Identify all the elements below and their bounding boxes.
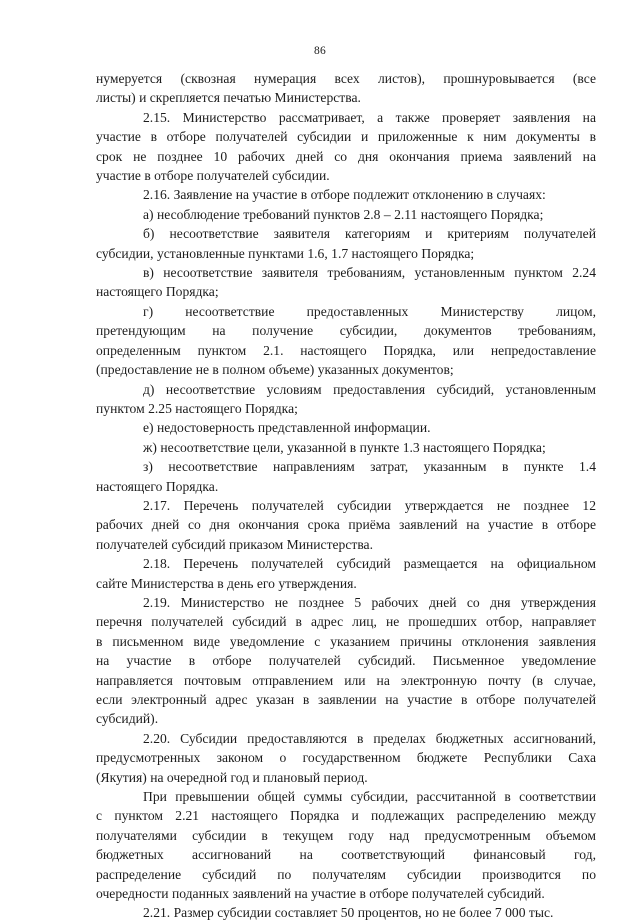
paragraph bbox=[96, 496, 596, 554]
text-line: настоящего Порядка. bbox=[96, 478, 219, 494]
text-line: пунктом 2.25 настоящего Порядка; bbox=[96, 400, 298, 416]
text-line: е) недостоверность представленной информации. bbox=[143, 420, 431, 436]
text-line: При превышении общей суммы субсидии, рассчитанной в соответствии bbox=[143, 789, 596, 805]
paragraph bbox=[96, 418, 596, 437]
paragraph bbox=[96, 380, 596, 419]
text-line: претендующим на получение субсидии, документов требованиям, bbox=[96, 323, 596, 339]
text-line: листы) и скрепляется печатью Министерства. bbox=[96, 90, 361, 106]
text-line: получателей субсидий приказом Министерства. bbox=[96, 536, 373, 552]
text-line: 2.19. Министерство не позднее 5 рабочих дней со дня утверждения bbox=[143, 594, 596, 610]
text-line: срок не позднее 10 рабочих дней со дня окончания приема заявлений на bbox=[96, 148, 596, 164]
paragraph bbox=[96, 69, 596, 108]
text-line: субсидии, установленные пунктами 1.6, 1.7 настоящего Порядка; bbox=[96, 245, 475, 261]
text-line: сайте Министерства в день его утверждения. bbox=[96, 575, 357, 591]
text-line: в) несоответствие заявителя требованиям, установленным пунктом 2.24 bbox=[143, 265, 596, 281]
text-line: 2.18. Перечень получателей субсидий размещается на официальном bbox=[143, 556, 596, 572]
text-line: а) несоблюдение требований пунктов 2.8 – 2.11 настоящего Порядка; bbox=[143, 206, 544, 222]
text-line: д) несоответствие условиям предоставления субсидий, установленным bbox=[143, 381, 596, 397]
text-line: нумеруется (сквозная нумерация всех листов), прошнуровывается (все bbox=[96, 71, 596, 86]
paragraph bbox=[96, 263, 596, 302]
text-line: получателями субсидии в текущем году над предусмотренным объемом bbox=[96, 827, 596, 843]
text-line: очередности поданных заявлений на участие в отборе получателей субсидий. bbox=[96, 886, 545, 902]
paragraph bbox=[96, 593, 596, 729]
paragraph bbox=[96, 554, 596, 593]
text-line: предусмотренных законом о государственном бюджете Республики Саха bbox=[96, 750, 596, 766]
text-line: субсидий). bbox=[96, 711, 159, 727]
paragraph bbox=[96, 729, 596, 787]
paragraph bbox=[96, 457, 596, 496]
text-line: 2.20. Субсидии предоставляются в пределах бюджетных ассигнований, bbox=[143, 730, 596, 746]
text-line: б) несоответствие заявителя категориям и критериям получателей bbox=[143, 226, 596, 242]
text-line: с пунктом 2.21 настоящего Порядка и подлежащих распределению между bbox=[96, 808, 596, 824]
text-line: участие в отборе получателей субсидии и приложенные к ним документы в bbox=[96, 129, 596, 145]
paragraph bbox=[96, 224, 596, 263]
text-line: 2.17. Перечень получателей субсидии утверждается не позднее 12 bbox=[143, 497, 596, 513]
paragraph bbox=[96, 438, 596, 457]
text-line: если электронный адрес указан в заявлении на участие в отборе получателей bbox=[96, 692, 596, 707]
paragraph bbox=[96, 205, 596, 224]
text-line: в письменном виде уведомление с указанием причины отклонения заявления bbox=[96, 633, 596, 649]
text-line: бюджетных ассигнований на соответствующий финансовый год, bbox=[96, 847, 596, 863]
paragraph bbox=[96, 108, 596, 186]
document-body bbox=[96, 69, 596, 923]
text-line: направляется почтовым отправлением или на электронную почту (в случае, bbox=[96, 672, 596, 688]
paragraph bbox=[96, 787, 596, 903]
text-line: настоящего Порядка; bbox=[96, 284, 219, 300]
text-line: 2.21. Размер субсидии составляет 50 процентов, но не более 7 000 тыс. bbox=[143, 905, 554, 921]
text-line: рабочих дней со дня окончания срока приёма заявлений на участие в отборе bbox=[96, 517, 596, 533]
text-line: ж) несоответствие цели, указанной в пункте 1.3 настоящего Порядка; bbox=[143, 439, 546, 455]
paragraph bbox=[96, 185, 596, 204]
page-number: 86 bbox=[313, 45, 327, 57]
text-line: (предоставление не в полном объеме) указанных документов; bbox=[96, 362, 454, 378]
text-line: 2.16. Заявление на участие в отборе подлежит отклонению в случаях: bbox=[143, 187, 546, 203]
text-line: з) несоответствие направлениям затрат, указанным в пункте 1.4 bbox=[143, 459, 596, 475]
text-line: перечня получателей субсидий в адрес лиц, не прошедших отбор, направляет bbox=[96, 614, 596, 630]
paragraph bbox=[96, 903, 596, 922]
text-line: определенным пунктом 2.1. настоящего Порядка, или непредоставление bbox=[96, 342, 596, 358]
text-line: 2.15. Министерство рассматривает, а также проверяет заявления на bbox=[143, 109, 596, 125]
text-line: участие в отборе получателей субсидии. bbox=[96, 168, 330, 184]
text-line: на участие в отборе получателей субсидий. Письменное уведомление bbox=[96, 653, 596, 669]
text-line: г) несоответствие предоставленных Министерству лицом, bbox=[143, 303, 596, 319]
paragraph bbox=[96, 302, 596, 380]
text-line: (Якутия) на очередной год и плановый период. bbox=[96, 769, 368, 785]
text-line: распределение субсидий по получателям субсидии производится по bbox=[96, 866, 596, 882]
